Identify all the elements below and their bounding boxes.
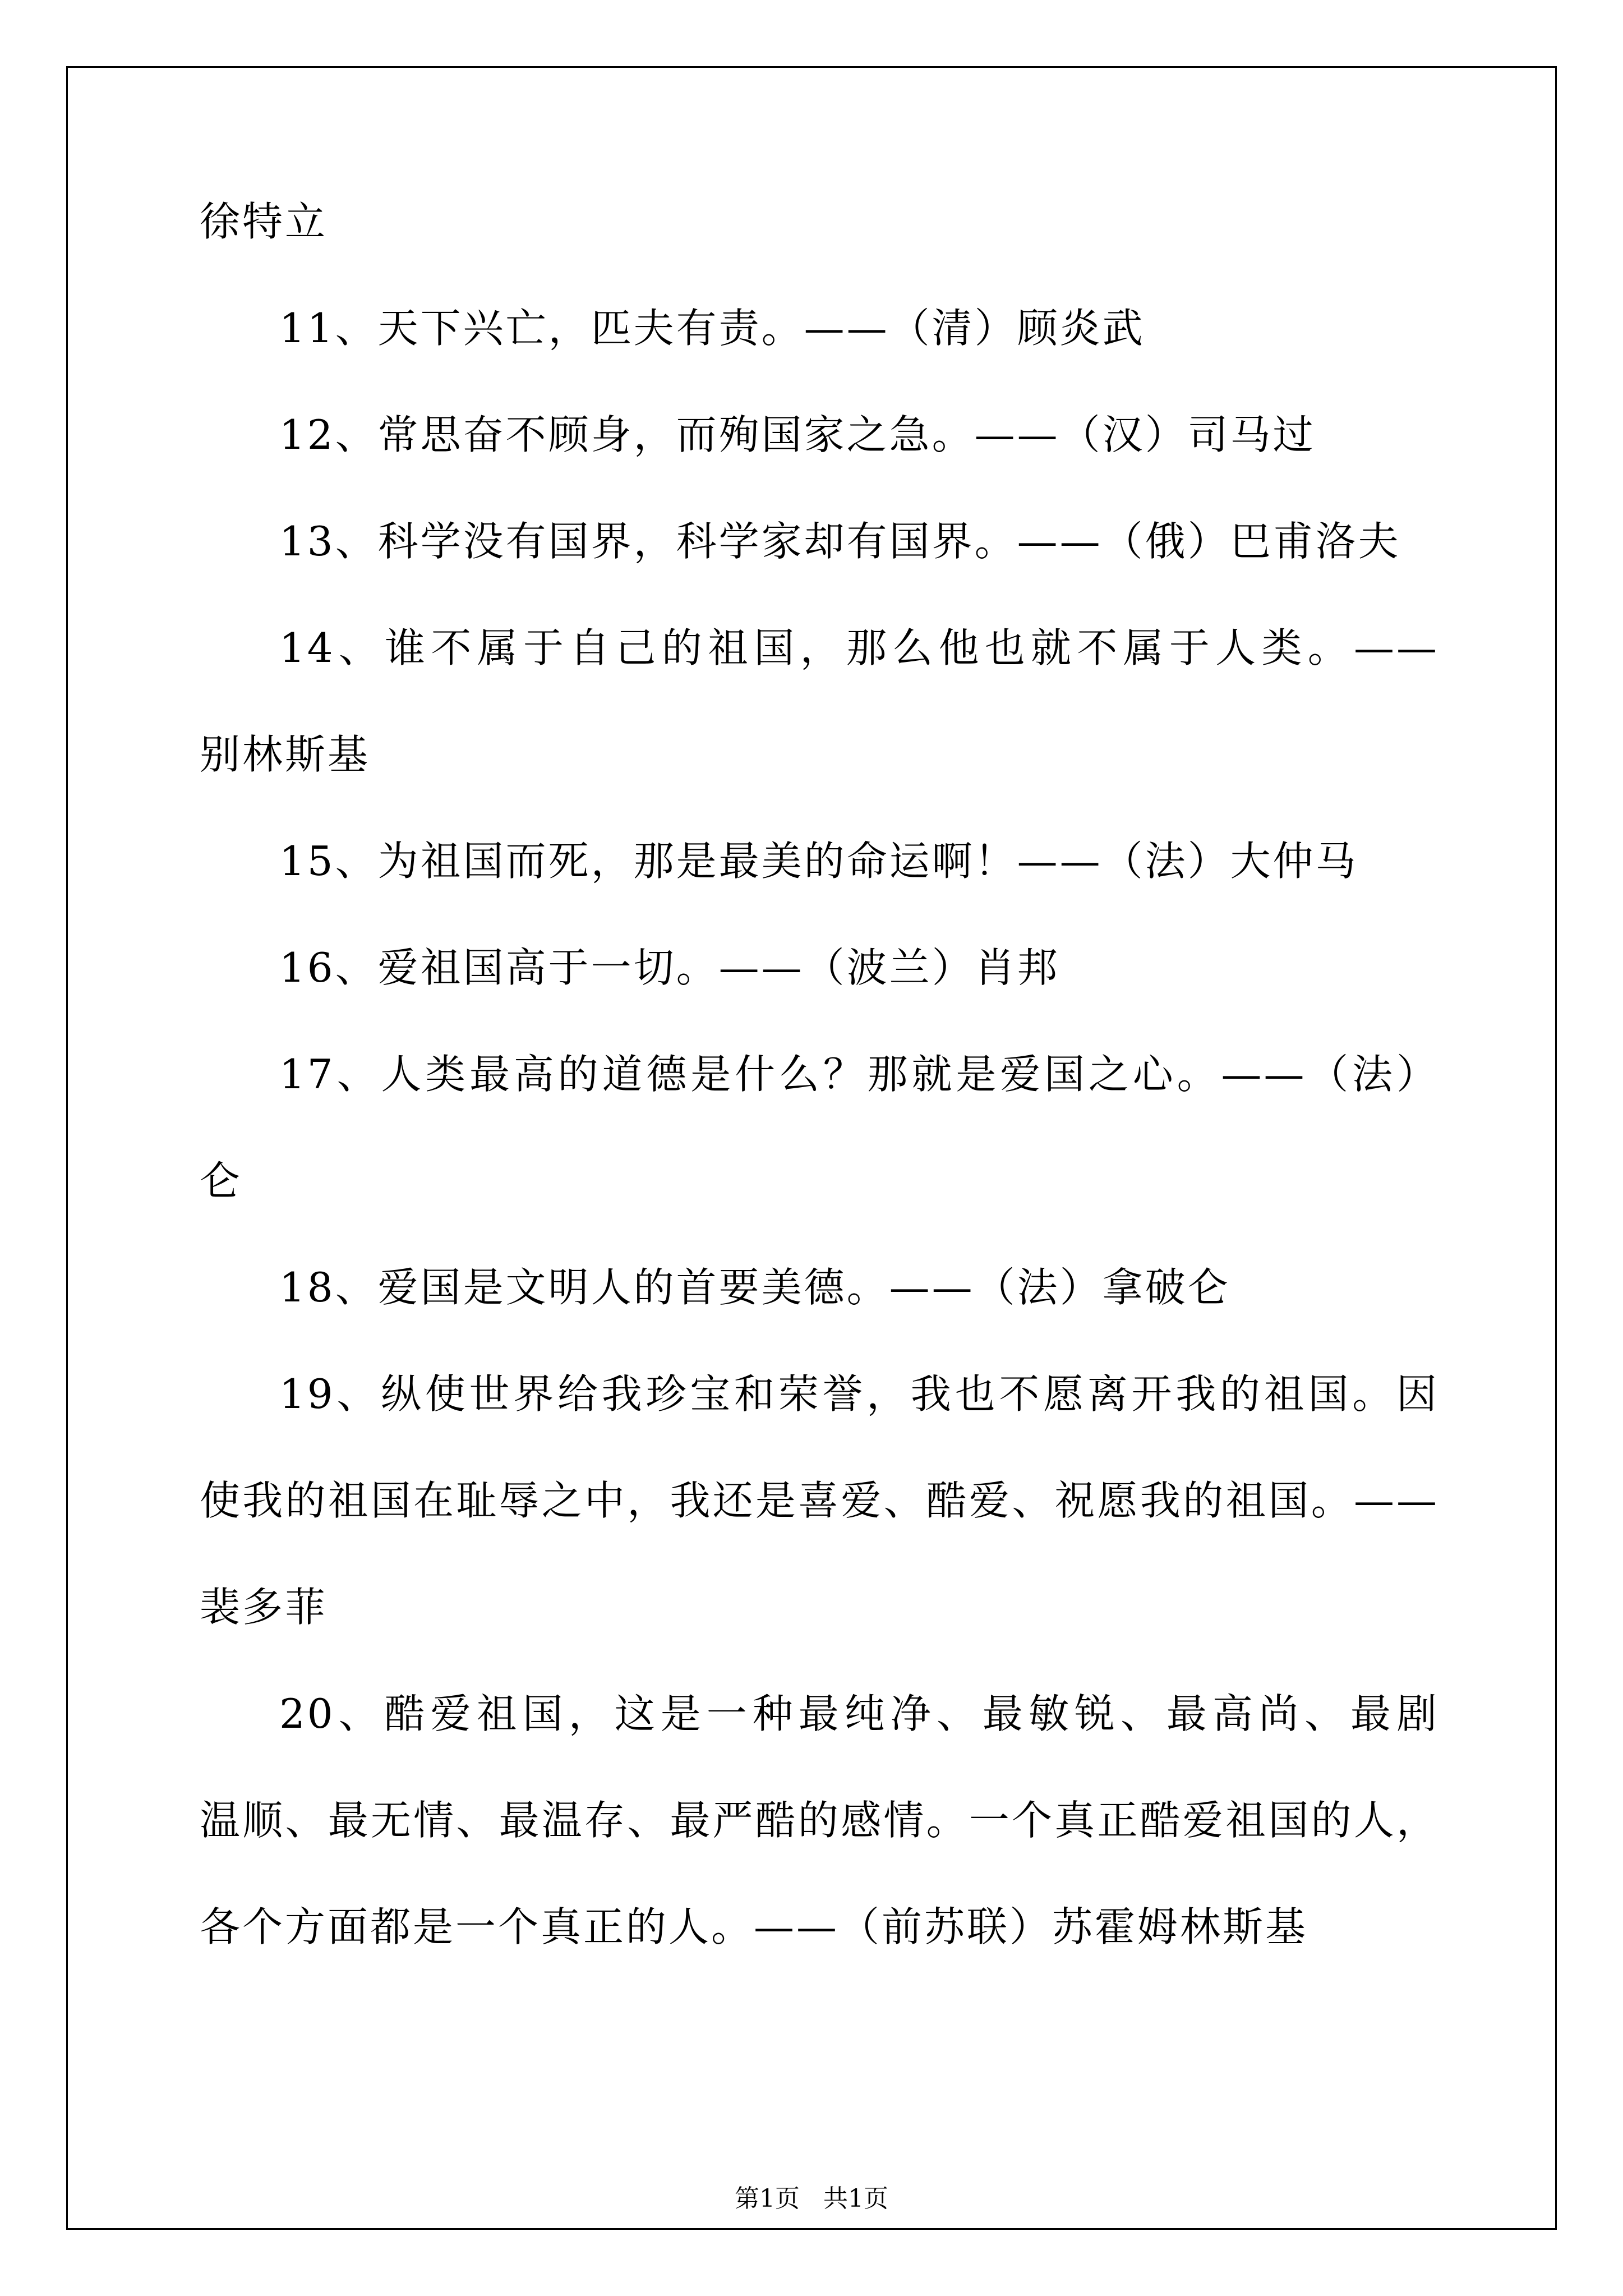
quote-19: 19、纵使世界给我珍宝和荣誉，我也不愿离开我的祖国。因 xyxy=(279,1370,1439,1418)
quote-18: 18、爱国是文明人的首要美德。——（法）拿破仑 xyxy=(279,1264,1230,1311)
quote-20-continued: 温顺、最无情、最温存、最严酷的感情。一个真正酷爱祖国的人， xyxy=(200,1797,1439,1844)
page-number: 第1页 共1页 xyxy=(735,2184,888,2213)
page-footer xyxy=(0,2182,1623,2216)
text-line-1: 徐特立 xyxy=(200,198,328,245)
quote-15: 15、为祖国而死，那是最美的命运啊！——（法）大仲马 xyxy=(279,838,1358,885)
quote-12: 12、常思奋不顾身，而殉国家之急。——（汉）司马过 xyxy=(279,411,1316,458)
quote-14: 14、谁不属于自己的祖国，那么他也就不属于人类。—— xyxy=(279,624,1439,671)
quote-17: 17、人类最高的道德是什么？那就是爱国之心。——（法） xyxy=(279,1051,1439,1098)
quote-17-continued: 仑 xyxy=(200,1157,243,1204)
quote-14-continued: 别林斯基 xyxy=(200,731,371,778)
quote-13: 13、科学没有国界，科学家却有国界。——（俄）巴甫洛夫 xyxy=(279,518,1401,565)
quote-20-author: 各个方面都是一个真正的人。——（前苏联）苏霍姆林斯基 xyxy=(200,1903,1308,1950)
quote-16: 16、爱祖国高于一切。——（波兰）肖邦 xyxy=(279,944,1060,991)
quote-20: 20、酷爱祖国，这是一种最纯净、最敏锐、最高尚、最剧 xyxy=(279,1690,1439,1737)
quote-19-continued: 使我的祖国在耻辱之中，我还是喜爱、酷爱、祝愿我的祖国。—— xyxy=(200,1477,1439,1524)
quote-11: 11、天下兴亡，匹夫有责。——（清）顾炎武 xyxy=(279,305,1145,352)
document-body xyxy=(200,168,1439,1980)
quote-19-author: 裴多菲 xyxy=(200,1584,328,1631)
